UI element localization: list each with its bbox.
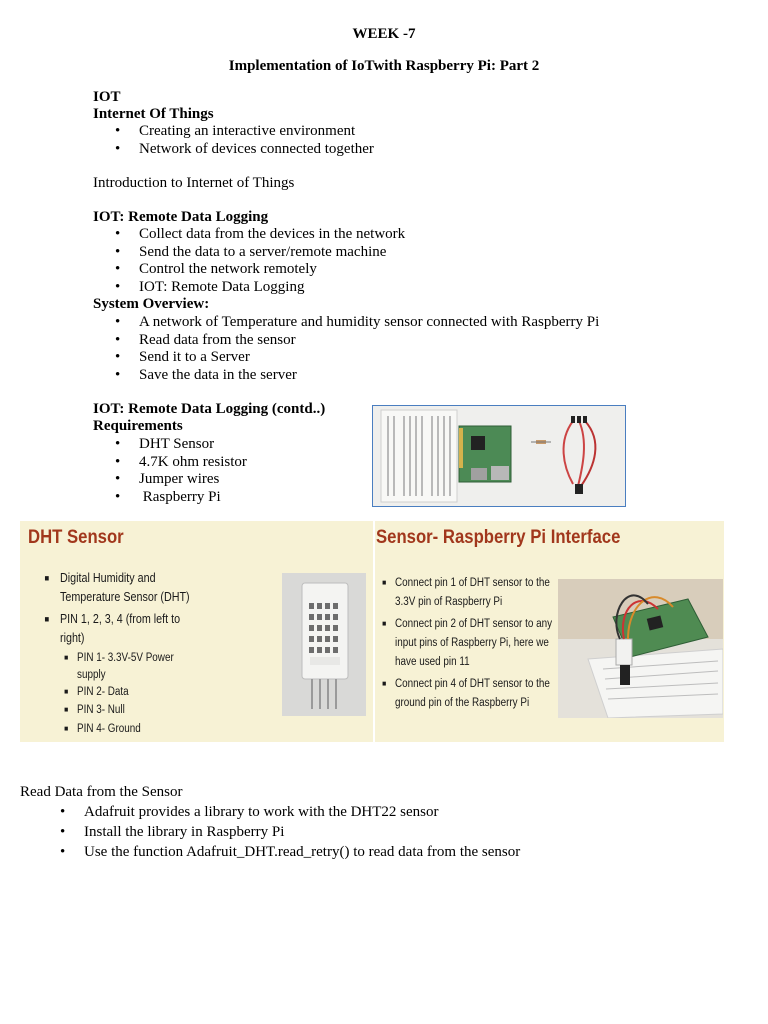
- list-item: • Jumper wires: [93, 471, 247, 489]
- interface-photo: [558, 579, 723, 718]
- dht-item: ■ Digital Humidity and: [44, 571, 156, 585]
- iot-heading: IOT: [93, 89, 121, 105]
- logging-list: [93, 226, 405, 296]
- list-item: • Collect data from the devices in the network: [93, 226, 405, 244]
- interface-item: input pins of Raspberry Pi, here we: [395, 637, 549, 649]
- page-title: Implementation of IoTwith Raspberry Pi: Part 2: [228, 58, 540, 74]
- interface-item: ■ Connect pin 2 of DHT sensor to any: [382, 618, 553, 630]
- iot-list: [93, 123, 374, 158]
- requirements-list: [93, 436, 247, 506]
- iot-subheading: Internet Of Things: [93, 106, 214, 122]
- interface-item: 3.3V pin of Raspberry Pi: [395, 596, 503, 608]
- dht-sensor-photo: [282, 573, 366, 716]
- slide-divider: [373, 521, 375, 742]
- list-item: • Install the library in Raspberry Pi: [20, 822, 520, 842]
- components-photo: [372, 405, 626, 507]
- list-item: • Network of devices connected together: [93, 141, 374, 159]
- interface-item: ground pin of the Raspberry Pi: [395, 697, 530, 709]
- read-heading: Read Data from the Sensor: [20, 784, 183, 800]
- week-heading: WEEK -7: [352, 26, 416, 42]
- slide-panel: [20, 521, 724, 742]
- list-item: • Raspberry Pi: [93, 489, 247, 507]
- interface-item: ■ Connect pin 1 of DHT sensor to the: [382, 577, 550, 589]
- dht-item: Temperature Sensor (DHT): [60, 590, 190, 604]
- interface-item: ■ Connect pin 4 of DHT sensor to the: [382, 678, 550, 690]
- interface-illustration: [558, 579, 723, 718]
- pin-item: supply: [77, 669, 106, 681]
- list-item: • Control the network remotely: [93, 261, 405, 279]
- dht-sensor-illustration: [282, 573, 366, 716]
- pin-item: ■ PIN 1- 3.3V-5V Power: [64, 652, 174, 664]
- interface-item: have used pin 11: [395, 656, 470, 668]
- list-item: • Send it to a Server: [93, 349, 599, 367]
- pin-item: ■ PIN 4- Ground: [64, 723, 141, 735]
- overview-list: [93, 314, 599, 384]
- list-item: • Use the function Adafruit_DHT.read_retry() to read data from the sensor: [20, 842, 520, 862]
- requirements-heading: IOT: Remote Data Logging (contd..): [93, 401, 326, 417]
- dht-item: right): [60, 631, 85, 645]
- list-item: • Send the data to a server/remote machine: [93, 244, 405, 262]
- list-item: • 4.7K ohm resistor: [93, 454, 247, 472]
- list-item: • Read data from the sensor: [93, 332, 599, 350]
- pin-item: ■ PIN 2- Data: [64, 686, 129, 698]
- list-item: • Creating an interactive environment: [93, 123, 374, 141]
- pin-item: ■ PIN 3- Null: [64, 704, 125, 716]
- requirements-subheading: Requirements: [93, 418, 183, 434]
- interface-slide-title: Sensor- Raspberry Pi Interface: [376, 527, 621, 548]
- list-item: • Adafruit provides a library to work with the DHT22 sensor: [20, 802, 520, 822]
- read-list: [20, 802, 520, 862]
- list-item: • DHT Sensor: [93, 436, 247, 454]
- list-item: • Save the data in the server: [93, 367, 599, 385]
- dht-slide-title: DHT Sensor: [28, 527, 124, 548]
- overview-heading: System Overview:: [93, 296, 210, 312]
- list-item: • IOT: Remote Data Logging: [93, 279, 405, 297]
- logging-heading: IOT: Remote Data Logging: [93, 209, 269, 225]
- dht-item: ■ PIN 1, 2, 3, 4 (from left to: [44, 612, 181, 626]
- list-item: • A network of Temperature and humidity sensor connected with Raspberry Pi: [93, 314, 599, 332]
- intro-line: Introduction to Internet of Things: [93, 175, 295, 191]
- components-illustration: [373, 406, 625, 506]
